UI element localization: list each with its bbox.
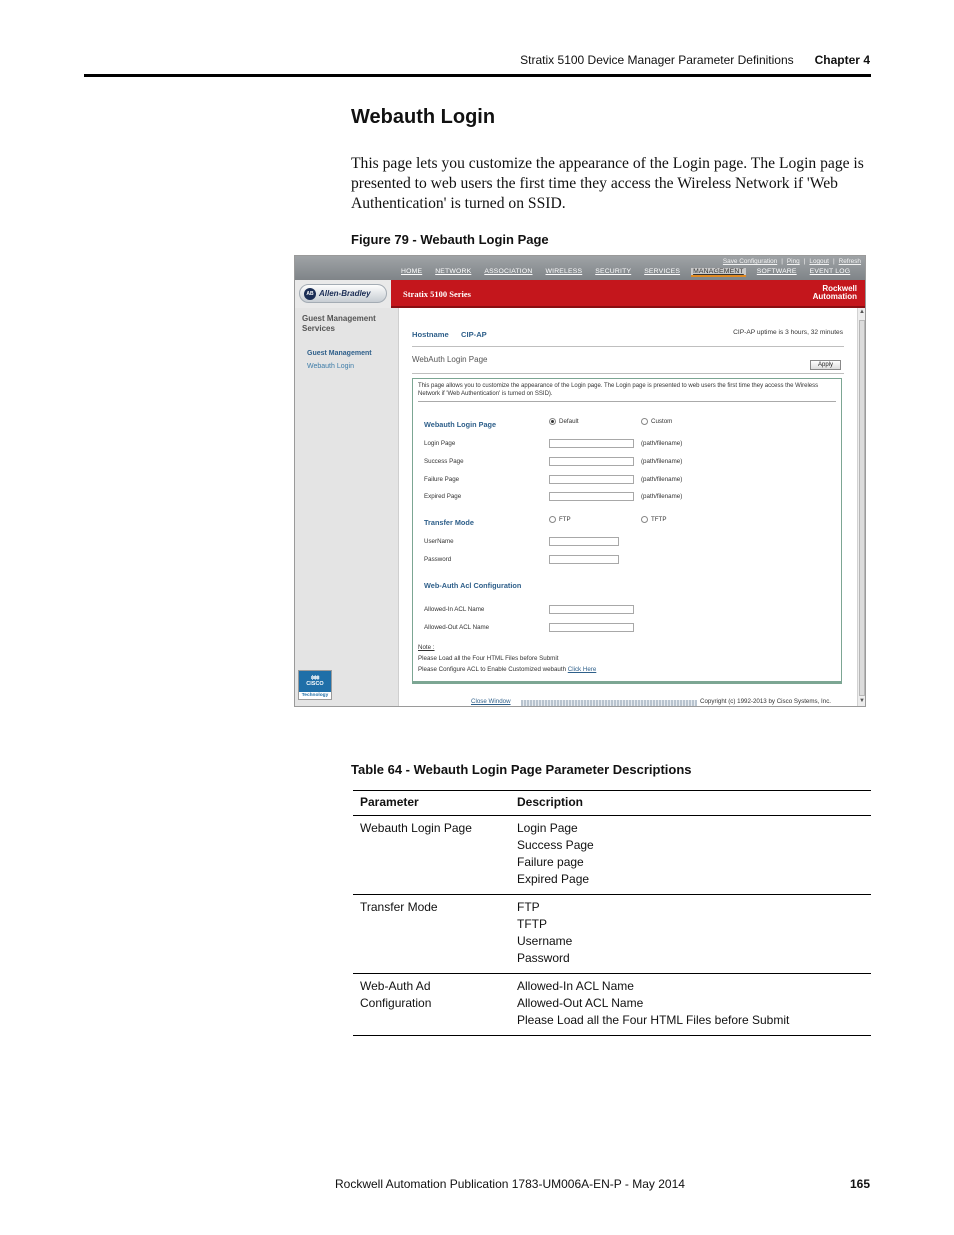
scrollbar[interactable] <box>857 308 866 707</box>
success-page-label: Success Page <box>424 458 464 465</box>
click-here-link[interactable]: Click Here <box>567 666 597 673</box>
login-page-label: Login Page <box>424 440 456 447</box>
path-hint: (path/filename) <box>641 476 683 483</box>
scroll-down-icon[interactable]: ▼ <box>859 698 865 704</box>
apply-button[interactable]: Apply <box>810 360 841 370</box>
panel-description: This page allows you to customize the appearance of the Login page. The Login page is presented to web users the first time they access the Wireless Network if 'Web Authentication' is turned on SSID). <box>418 383 836 402</box>
description-line: Expired Page <box>517 872 590 886</box>
success-page-input[interactable] <box>549 457 634 466</box>
note-line-1: Please Load all the Four HTML Files before Submit <box>418 655 559 662</box>
cisco-logo <box>298 670 332 700</box>
password-label: Password <box>424 556 452 563</box>
figure-caption: Figure 79 - Webauth Login Page <box>351 232 549 247</box>
failure-page-input[interactable] <box>549 475 634 484</box>
nav-network[interactable]: NETWORK <box>435 268 472 275</box>
logout-link[interactable]: Logout <box>809 258 829 265</box>
progress-bar <box>521 700 697 706</box>
nav-event-log[interactable]: EVENT LOG <box>809 268 851 275</box>
logo-bar <box>295 280 391 308</box>
description-cell <box>510 895 871 974</box>
nav-management[interactable]: MANAGEMENT <box>693 268 744 275</box>
radio-default[interactable] <box>549 418 579 425</box>
nav-association[interactable]: ASSOCIATION <box>484 268 533 275</box>
username-label: UserName <box>424 538 454 545</box>
screenshot-footer <box>399 698 857 707</box>
sidebar-title: Guest Management Services <box>302 314 376 333</box>
webauth-login-page-heading: Webauth Login Page <box>424 420 497 429</box>
save-configuration-link[interactable]: Save Configuration <box>722 258 778 265</box>
description-cell <box>510 974 871 1036</box>
rockwell-text: Rockwell <box>822 284 857 293</box>
intro-paragraph: This page lets you customize the appearance of the Login page. The Login page is presented to web users the first time they access the Wireless Network if 'Web Authentication' is turned on SSID. <box>351 155 864 212</box>
table-caption: Table 64 - Webauth Login Page Parameter Descriptions <box>351 762 692 777</box>
path-hint: (path/filename) <box>641 493 683 500</box>
allowed-out-acl-input[interactable] <box>549 623 634 632</box>
expired-page-input[interactable] <box>549 492 634 501</box>
utility-links: Save Configuration | Ping | Logout | Refresh <box>722 258 861 265</box>
allowed-in-acl-input[interactable] <box>549 605 634 614</box>
settings-panel <box>412 378 842 684</box>
section-title: Webauth Login <box>351 106 496 128</box>
acl-configuration-heading: Web-Auth Acl Configuration <box>424 581 522 590</box>
radio-custom[interactable] <box>641 418 672 425</box>
description-line: Login Page <box>517 821 578 835</box>
allowed-in-acl-label: Allowed-In ACL Name <box>424 606 485 613</box>
radio-unselected-icon <box>641 516 648 523</box>
scroll-up-icon[interactable]: ▲ <box>859 309 865 315</box>
cisco-technology-text: Technology <box>299 692 331 699</box>
nav-security[interactable]: SECURITY <box>595 268 632 275</box>
device-manager-screenshot <box>294 255 866 707</box>
divider <box>412 373 844 374</box>
top-bar <box>295 256 866 280</box>
radio-default-label: Default <box>559 418 579 425</box>
table-row <box>353 816 871 895</box>
close-window-link[interactable]: Close Window <box>471 698 511 705</box>
radio-ftp[interactable] <box>549 516 571 523</box>
radio-custom-label: Custom <box>651 418 673 425</box>
allen-bradley-logo <box>299 284 387 303</box>
table-row <box>353 895 871 974</box>
divider <box>412 346 844 347</box>
note-heading: Note : <box>418 644 435 651</box>
ab-badge-icon: AB <box>304 288 316 300</box>
allen-bradley-text: Allen-Bradley <box>319 289 371 298</box>
description-line: Password <box>517 951 570 965</box>
panel-footer-bar <box>413 681 841 684</box>
content-area <box>399 308 857 698</box>
chapter-label: Chapter 4 <box>814 53 870 67</box>
running-head-title: Stratix 5100 Device Manager Parameter Definitions <box>520 53 794 67</box>
ping-link[interactable]: Ping <box>786 258 800 265</box>
page-heading: WebAuth Login Page <box>412 355 488 364</box>
table-header-row <box>353 791 871 816</box>
note-line-2-text: Please Configure ACL to Enable Customized webauth <box>418 666 567 673</box>
path-hint: (path/filename) <box>641 458 683 465</box>
publication-footer: Rockwell Automation Publication 1783-UM006A-EN-P - May 2014 <box>335 1177 685 1191</box>
product-banner <box>391 280 866 308</box>
description-cell <box>510 816 871 895</box>
radio-ftp-label: FTP <box>559 516 571 523</box>
radio-tftp[interactable] <box>641 516 666 523</box>
note-line-2 <box>418 666 596 673</box>
running-head <box>520 53 870 67</box>
description-line: FTP <box>517 900 540 914</box>
transfer-mode-heading: Transfer Mode <box>424 518 474 527</box>
table-row <box>353 974 871 1036</box>
sidebar-item-guest-management[interactable]: Guest Management <box>307 350 372 357</box>
rockwell-automation-logo <box>813 285 857 301</box>
description-line: Allowed-In ACL Name <box>517 979 634 993</box>
radio-selected-icon <box>549 418 556 425</box>
failure-page-label: Failure Page <box>424 476 460 483</box>
description-line: Allowed-Out ACL Name <box>517 996 644 1010</box>
description-line: Failure page <box>517 855 584 869</box>
sidebar-item-webauth-login[interactable]: Webauth Login <box>307 363 354 370</box>
parameter-cell: Web-Auth Ad Configuration <box>360 979 432 1010</box>
hostname-label: Hostname <box>412 330 449 339</box>
allowed-out-acl-label: Allowed-Out ACL Name <box>424 624 490 631</box>
column-header-parameter: Parameter <box>360 795 419 809</box>
main-nav <box>399 268 852 277</box>
description-line: Please Load all the Four HTML Files before Submit <box>517 1013 790 1027</box>
radio-unselected-icon <box>549 516 556 523</box>
expired-page-label: Expired Page <box>424 493 462 500</box>
hostname-value: CIP-AP <box>461 330 487 339</box>
radio-tftp-label: TFTP <box>651 516 667 523</box>
description-line: TFTP <box>517 917 547 931</box>
parameter-cell: Transfer Mode <box>360 900 438 914</box>
cisco-text: CISCO <box>306 681 324 687</box>
cisco-bars-icon: ı|ıı|ıı|ı <box>310 675 320 681</box>
description-line: Username <box>517 934 573 948</box>
copyright-text: Copyright (c) 1992-2013 by Cisco Systems, Inc. <box>700 698 832 705</box>
column-header-description: Description <box>517 795 584 809</box>
nav-home[interactable]: HOME <box>401 268 423 275</box>
password-input[interactable] <box>549 555 619 564</box>
nav-services[interactable]: SERVICES <box>644 268 681 275</box>
automation-text: Automation <box>812 292 857 301</box>
radio-unselected-icon <box>641 418 648 425</box>
nav-software[interactable]: SOFTWARE <box>756 268 797 275</box>
header-rule <box>84 74 871 77</box>
scroll-thumb[interactable] <box>859 320 865 696</box>
login-page-input[interactable] <box>549 439 634 448</box>
parameter-table <box>353 790 871 1036</box>
sidebar <box>295 308 399 707</box>
refresh-link[interactable]: Refresh <box>838 258 861 265</box>
uptime-text: CIP-AP uptime is 3 hours, 32 minutes <box>733 329 843 336</box>
username-input[interactable] <box>549 537 619 546</box>
series-name: Stratix 5100 Series <box>403 289 471 299</box>
page-number: 165 <box>849 1177 870 1191</box>
path-hint: (path/filename) <box>641 440 683 447</box>
nav-wireless[interactable]: WIRELESS <box>545 268 583 275</box>
description-line: Success Page <box>517 838 594 852</box>
parameter-cell: Webauth Login Page <box>360 821 472 835</box>
